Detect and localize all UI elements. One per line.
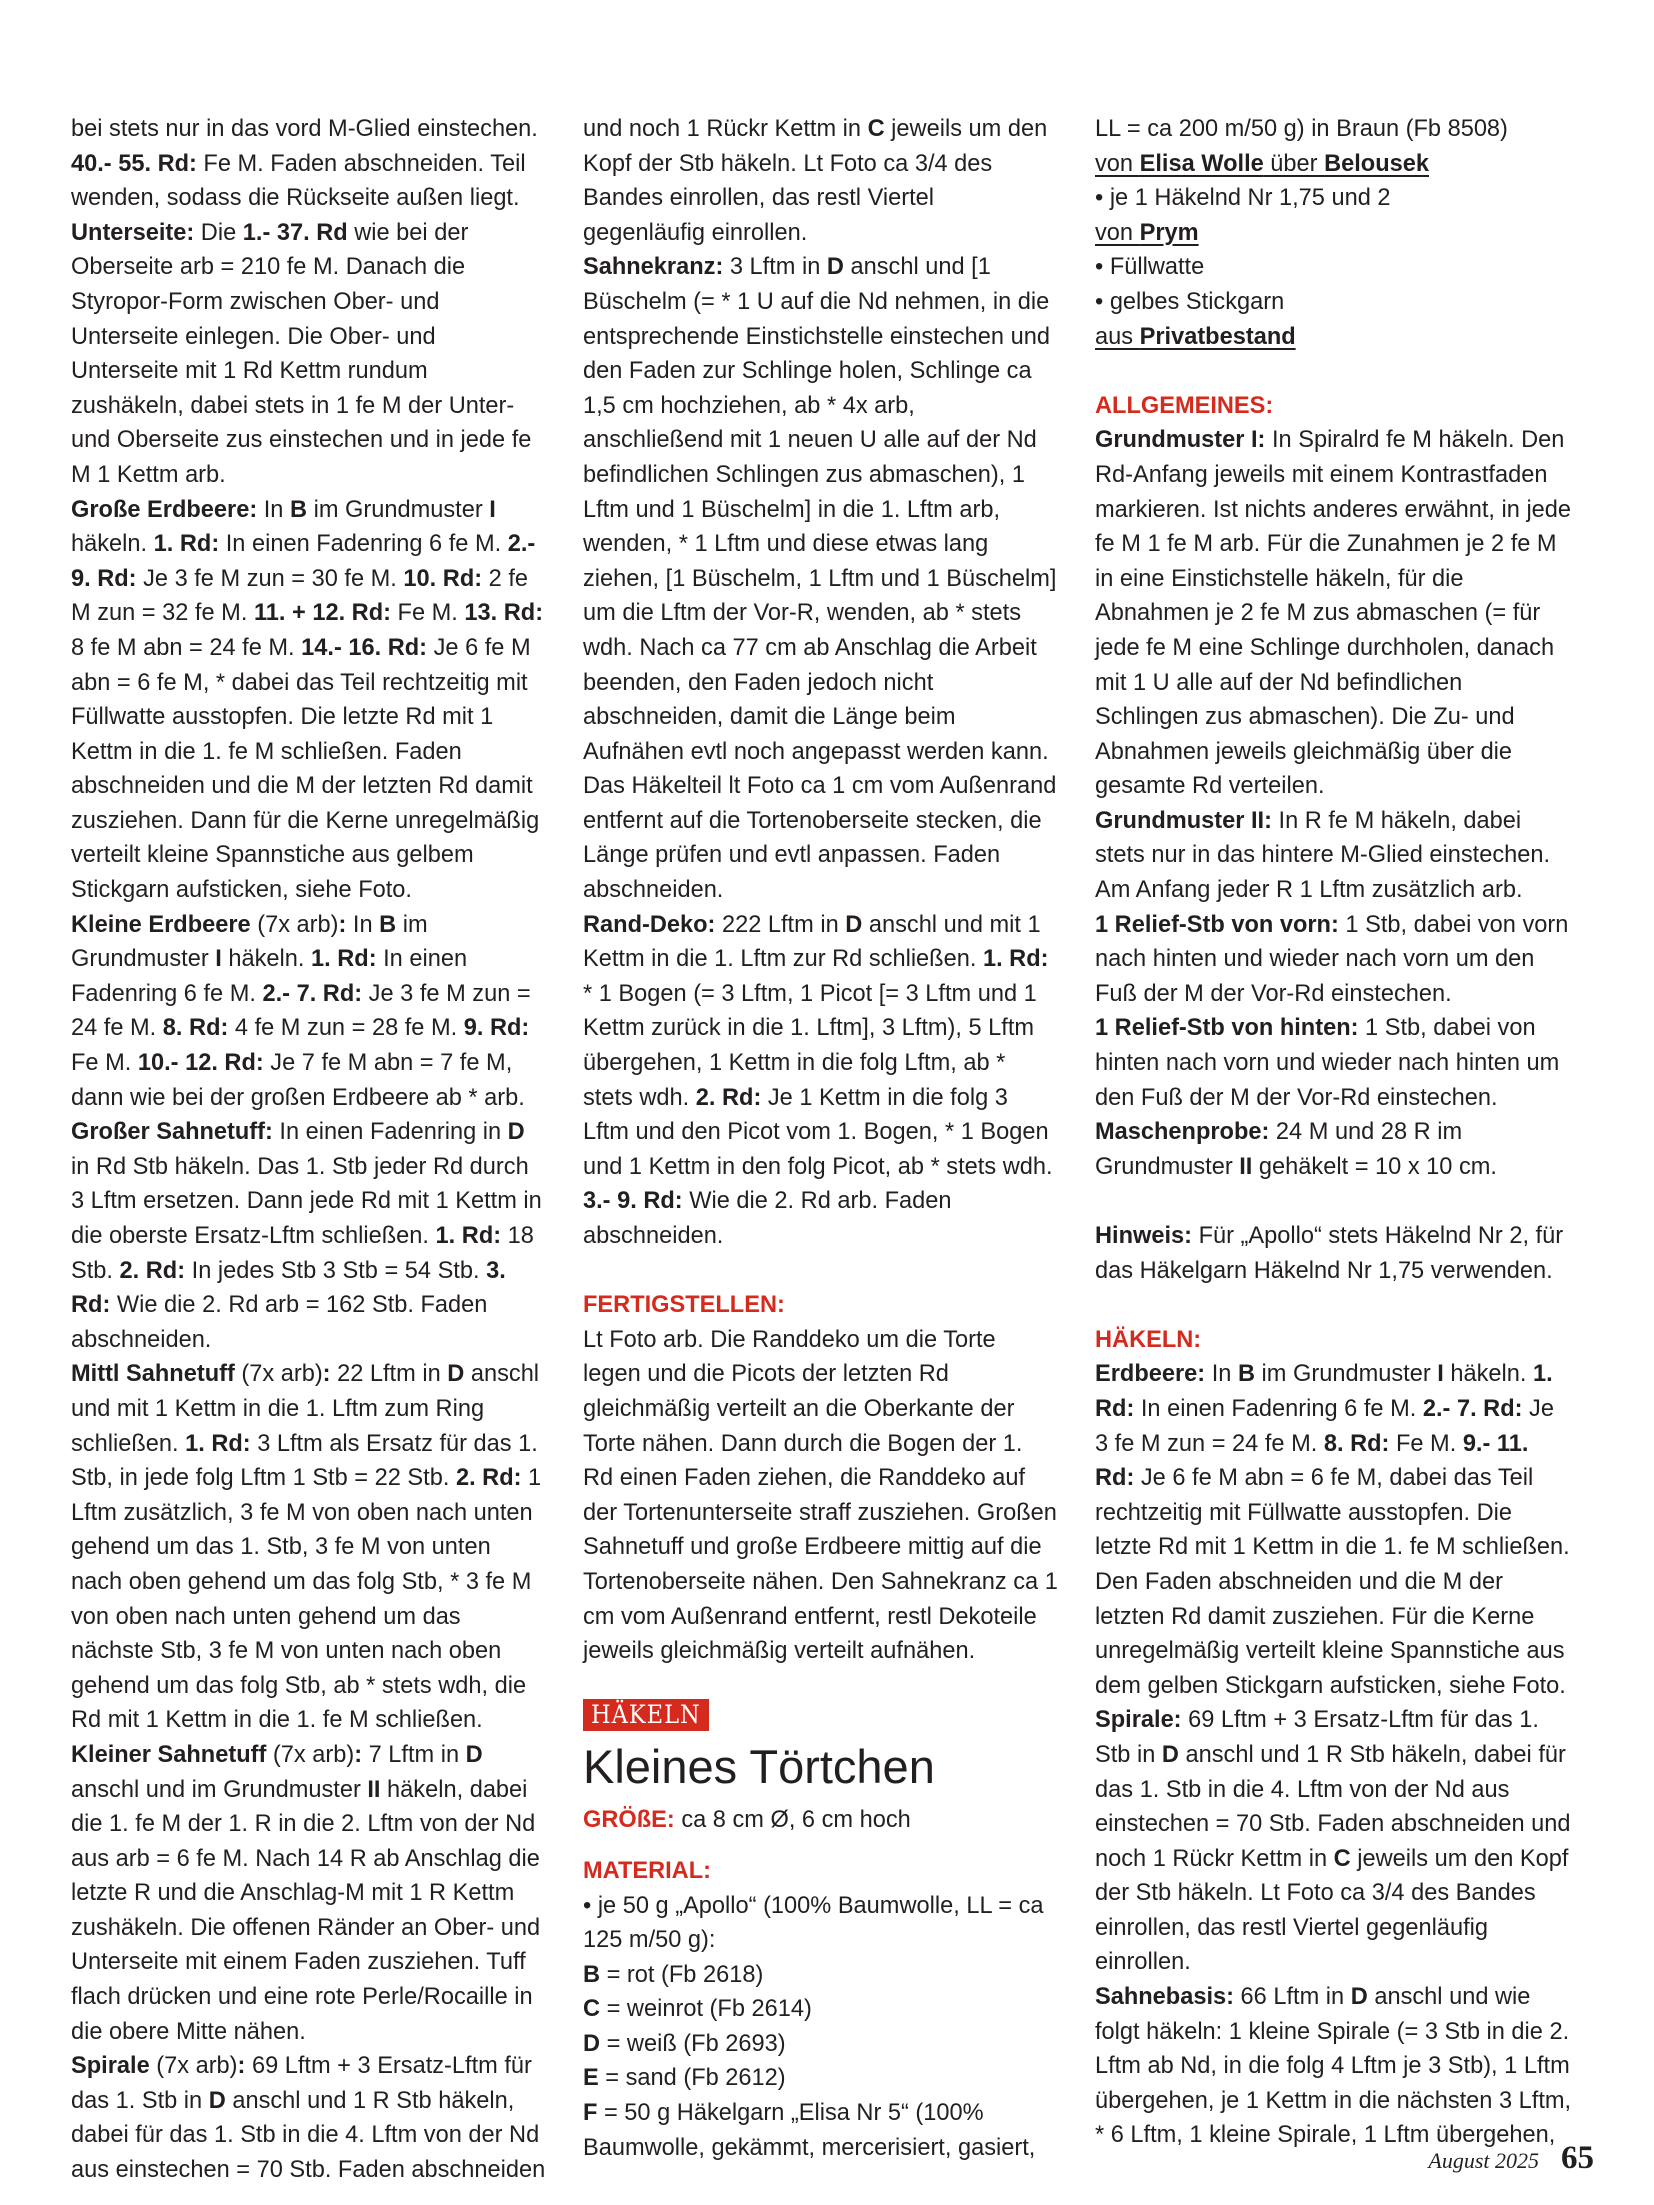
paragraph: bei stets nur in das vord M-Glied einstechen.: [71, 116, 538, 142]
size-line: [583, 1803, 1059, 1838]
fertigstellen-text: Lt Foto arb. Die Randdeko um die Torte legen und die Picots der letzten Rd gleichmäßig verteilt an die Oberkante der Torte nähen. Dann durch die Bogen der 1. Rd einen Faden ziehen, die Randdeko auf der Tortenunterseite straff zusziehen. Großen Sahnetuff und große Erdbeere mittig auf die Tortenoberseite nähen. Den Sahnekranz ca 1 cm vom Außenrand entfernt, restl Dekoteile jeweils gleichmäßig verteilt aufnähen.: [583, 1326, 1058, 1665]
paragraph: 40.- 55. Rd: Fe M. Faden abschneiden. Teil wenden, sodass die Rückseite außen liegt.: [71, 150, 526, 212]
allgemeines-heading: ALLGEMEINES:: [1095, 392, 1274, 419]
paragraph: 1 Relief-Stb von hinten: 1 Stb, dabei von hinten nach vorn und wieder nach hinten um den Fuß der M der Vor-Rd einstechen.: [1095, 1015, 1560, 1111]
paragraph: Rand-Deko: 222 Lftm in D anschl und mit 1 Kettm in die 1. Lftm zur Rd schließen. 1. Rd: * 1 Bogen (= 3 Lftm, 1 Picot [= 3 Lftm und 1 Kettm zurück in die 1. Lftm], 3 Lftm), 5 Lftm übergehen, 1 Kettm in die folg Lftm, ab * stets wdh. 2. Rd: Je 1 Kettm in die folg 3 Lftm und den Picot vom 1. Bogen, * 1 Bogen und 1 Kettm in den folg Picot, ab * stets wdh. 3.- 9. Rd: Wie die 2. Rd arb. Faden abschneiden.: [583, 911, 1053, 1249]
material-line: von Elisa Wolle über Belousek: [1095, 150, 1429, 177]
paragraph: Unterseite: Die 1.- 37. Rd wie bei der Oberseite arb = 210 fe M. Danach die Styropor-Form zwischen Ober- und Unterseite einlegen. Die Ober- und Unterseite mit 1 Rd Kettm rundum zushäkeln, dabei stets in 1 fe M der Unter- und Oberseite zus einstechen und in jede fe M 1 Kettm arb.: [71, 219, 532, 488]
material-line: E = sand (Fb 2612): [583, 2065, 786, 2092]
paragraph: Sahnekranz: 3 Lftm in D anschl und [1 Büschelm (= * 1 U auf die Nd nehmen, in die entsprechende Einstichstelle einstechen und den Faden zur Schlinge holen, Schlinge ca 1,5 cm hochziehen, ab * 4x arb, anschließend mit 1 neuen U alle auf der Nd befindlichen Schlingen zus abmaschen), 1 Lftm und 1 Büschelm] in die 1. Lftm arb, wenden, * 1 Lftm und diese etwas lang ziehen, [1 Büschelm, 1 Lftm und 1 Büschelm] um die Lftm der Vor-R, wenden, ab * stets wdh. Nach ca 77 cm ab Anschlag die Arbeit beenden, den Faden jedoch nicht abschneiden, damit die Länge beim Aufnähen evtl noch angepasst werden kann. Das Häkelteil lt Foto ca 1 cm vom Außenrand entfernt auf die Tortenoberseite stecken, die Länge prüfen und evtl anpassen. Faden abschneiden.: [583, 254, 1057, 904]
material-line: • Füllwatte: [1095, 254, 1205, 281]
paragraph: Kleiner Sahnetuff (7x arb): 7 Lftm in D anschl und im Grundmuster II häkeln, dabei die 1. fe M der 1. R in die 2. Lftm von der Nd aus arb = 6 fe M. Nach 14 R ab Anschlag die letzte R und die Anschlag-M mit 1 R Kettm zushäkeln. Die offenen Ränder an Ober- und Unterseite mit einem Faden zusziehen. Tuff flach drücken und eine rote Perle/Rocaille in die obere Mitte nähen.: [71, 1741, 541, 2045]
column-2-paragraphs: [583, 112, 1059, 1254]
section-tag: HÄKELN: [583, 1699, 709, 1731]
material-line: • je 50 g „Apollo“ (100% Baumwolle, LL = ca 125 m/50 g):: [583, 1892, 1044, 1954]
paragraph: Maschenprobe: 24 M und 28 R im Grundmuster II gehäkelt = 10 x 10 cm.: [1095, 1119, 1497, 1180]
material-line: aus Privatbestand: [1095, 323, 1296, 350]
issue-date: August 2025: [1428, 2148, 1539, 2173]
paragraph: Erdbeere: In B im Grundmuster I häkeln. 1. Rd: In einen Fadenring 6 fe M. 2.- 7. Rd: Je 3 fe M zun = 24 fe M. 8. Rd: Fe M. 9.- 11. Rd: Je 6 fe M abn = 6 fe M, dabei das Teil rechtzeitig mit Füllwatte ausstopfen. Die letzte Rd mit 1 Kettm in die 1. fe M schließen. Den Faden abschneiden und die M der letzten Rd damit zusziehen. Für die Kerne unregelmäßig verteilt kleine Spannstiche aus dem gelben Stickgarn aufsticken, siehe Foto.: [1095, 1361, 1570, 1699]
material-list: [583, 1889, 1059, 2166]
haekeln-paragraphs: [1095, 1357, 1572, 2153]
material-line: D = weiß (Fb 2693): [583, 2030, 786, 2057]
material-line: LL = ca 200 m/50 g) in Braun (Fb 8508): [1095, 116, 1508, 142]
paragraph: Kleine Erdbeere (7x arb): In B im Grundmuster I häkeln. 1. Rd: In einen Fadenring 6 fe M. 2.- 7. Rd: Je 3 fe M zun = 24 fe M. 8. Rd: 4 fe M zun = 28 fe M. 9. Rd: Fe M. 10.- 12. Rd: Je 7 fe M abn = 7 fe M, dann wie bei der großen Erdbeere ab * arb.: [71, 911, 531, 1111]
material-line: von Prym: [1095, 219, 1199, 246]
paragraph: Spirale: 69 Lftm + 3 Ersatz-Lftm für das 1. Stb in D anschl und 1 R Stb häkeln, dabei für das 1. Stb in die 4. Lftm von der Nd aus einstechen = 70 Stb. Faden abschneiden und noch 1 Rückr Kettm in C jeweils um den Kopf der Stb häkeln. Lt Foto ca 3/4 des Bandes einrollen, das restl Viertel gegenläufig einrollen.: [1095, 1707, 1571, 1976]
material-line: • gelbes Stickgarn: [1095, 288, 1285, 315]
paragraph: Sahnebasis: 66 Lftm in D anschl und wie folgt häkeln: 1 kleine Spirale (= 3 Stb in die 2. Lftm ab Nd, in die folg 4 Lftm je 3 Stb), 1 Lftm übergehen, je 1 Kettm in die nächsten 3 Lftm, * 6 Lftm, 1 kleine Spirale, 1 Lftm übergehen,: [1095, 1984, 1572, 2149]
size-text: ca 8 cm Ø, 6 cm hoch: [681, 1807, 911, 1834]
paragraph: Großer Sahnetuff: In einen Fadenring in D in Rd Stb häkeln. Das 1. Stb jeder Rd durch 3 Lftm ersetzen. Dann jede Rd mit 1 Kettm in die oberste Ersatz-Lftm schließen. 1. Rd: 18 Stb. 2. Rd: In jedes Stb 3 Stb = 54 Stb. 3. Rd: Wie die 2. Rd arb = 162 Stb. Faden abschneiden.: [71, 1119, 542, 1353]
paragraph: Mittl Sahnetuff (7x arb): 22 Lftm in D anschl und mit 1 Kettm in die 1. Lftm zum Ring schließen. 1. Rd: 3 Lftm als Ersatz für das 1. Stb, in jede folg Lftm 1 Stb = 22 Stb. 2. Rd: 1 Lftm zusätzlich, 3 fe M von oben nach unten gehend um das 1. Stb, 3 fe M von unten nach oben gehend um das folg Stb, * 3 fe M von oben nach unten gehend um das nächste Stb, 3 fe M von unten nach oben gehend um das folg Stb, ab * stets wdh, die Rd mit 1 Kettm in die 1. fe M schließen.: [71, 1361, 542, 1734]
page-title: Kleines Törtchen: [583, 1740, 935, 1794]
paragraph: Grundmuster I: In Spiralrd fe M häkeln. Den Rd-Anfang jeweils mit einem Kontrastfaden markieren. Ist nichts anderes erwähnt, in jede fe M 1 fe M arb. Für die Zunahmen je 2 fe M in eine Einstichstelle häkeln, für die Abnahmen je 2 fe M zus abmaschen (= für jede fe M eine Schlinge durchholen, danach mit 1 U alle auf der Nd befindlichen Schlingen zus abmaschen). Die Zu- und Abnahmen jeweils gleichmäßig über die gesamte Rd verteilen.: [1095, 427, 1572, 800]
fertigstellen-heading: FERTIGSTELLEN:: [583, 1292, 785, 1319]
allgemeines-paragraphs: [1095, 423, 1572, 1184]
column-1: [71, 112, 546, 2188]
column-3: [1095, 112, 1572, 2153]
size-heading: GRÖßE:: [583, 1807, 675, 1834]
material-line: F = 50 g Häkelgarn „Elisa Nr 5“ (100% Baumwolle, gekämmt, mercerisiert, gasiert,: [583, 2100, 1036, 2161]
material-line: B = rot (Fb 2618): [583, 1961, 764, 1988]
haekeln-heading: HÄKELN:: [1095, 1326, 1202, 1353]
material-continued: [1095, 112, 1572, 354]
material-line: C = weinrot (Fb 2614): [583, 1996, 812, 2023]
column-2: [583, 112, 1059, 2165]
page-footer: [1428, 2140, 1594, 2177]
paragraph: und noch 1 Rückr Kettm in C jeweils um den Kopf der Stb häkeln. Lt Foto ca 3/4 des Bandes einrollen, das restl Viertel gegenläufig einrollen.: [583, 116, 1048, 246]
page-number: 65: [1561, 2140, 1594, 2176]
paragraph: Große Erdbeere: In B im Grundmuster I häkeln. 1. Rd: In einen Fadenring 6 fe M. 2.- 9. Rd: Je 3 fe M zun = 30 fe M. 10. Rd: 2 fe M zun = 32 fe M. 11. + 12. Rd: Fe M. 13. Rd: 8 fe M abn = 24 fe M. 14.- 16. Rd: Je 6 fe M abn = 6 fe M, * dabei das Teil rechtzeitig mit Füllwatte ausstopfen. Die letzte Rd mit 1 Kettm in die 1. fe M schließen. Faden abschneiden und die M der letzten Rd damit zusziehen. Dann für die Kerne unregelmäßig verteilt kleine Spannstiche aus gelbem Stickgarn aufsticken, siehe Foto.: [71, 496, 544, 904]
material-heading: MATERIAL:: [583, 1857, 711, 1884]
paragraph: 1 Relief-Stb von vorn: 1 Stb, dabei von vorn nach hinten und wieder nach vorn um den Fuß der M der Vor-Rd einstechen.: [1095, 911, 1569, 1007]
paragraph: Grundmuster II: In R fe M häkeln, dabei stets nur in das hintere M-Glied einstechen. Am Anfang jeder R 1 Lftm zusätzlich arb.: [1095, 807, 1551, 904]
material-line: • je 1 Häkelnd Nr 1,75 und 2: [1095, 185, 1391, 212]
hinweis-text: Hinweis: Für „Apollo“ stets Häkelnd Nr 2, für das Häkelgarn Häkelnd Nr 1,75 verwenden.: [1095, 1223, 1564, 1284]
paragraph: Spirale (7x arb): 69 Lftm + 3 Ersatz-Lftm für das 1. Stb in D anschl und 1 R Stb häkeln, dabei für das 1. Stb in die 4. Lftm von der Nd aus einstechen = 70 Stb. Faden abschneiden: [71, 2053, 546, 2184]
